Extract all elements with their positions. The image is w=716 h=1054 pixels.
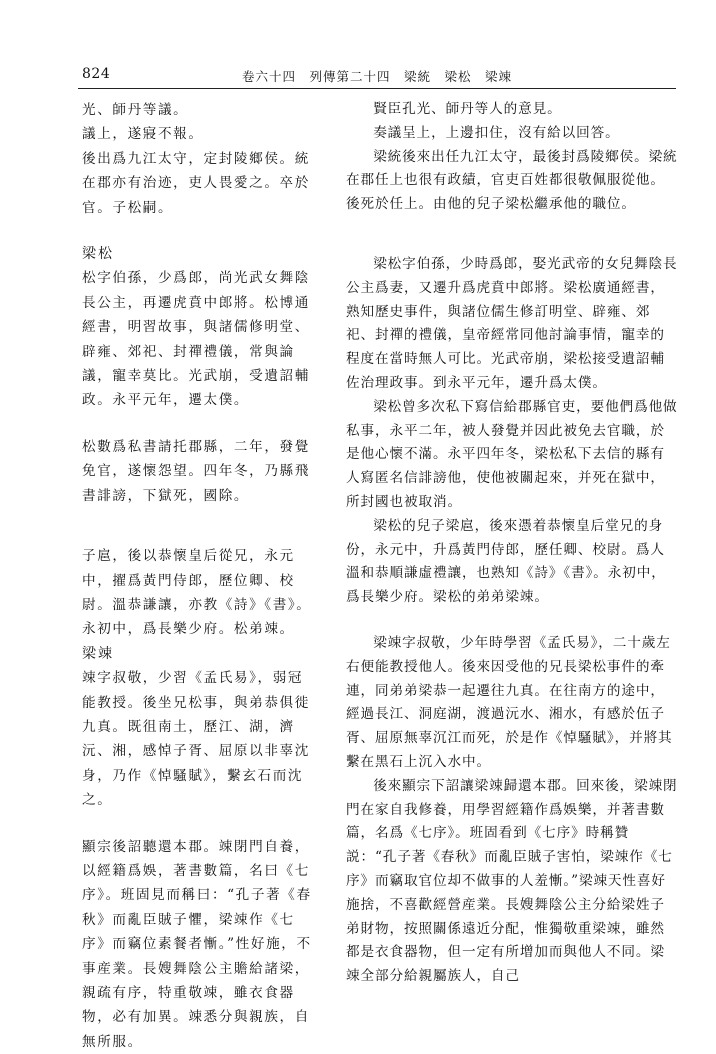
page-header bbox=[74, 64, 674, 86]
paragraph: 議上，遂寢不報。 bbox=[82, 126, 204, 143]
translation-column bbox=[346, 98, 678, 989]
paragraph: 後來顯宗下詔讓梁竦歸還本郡。回來後，梁竦閉門在家自我修養，用學習經籍作爲娛樂，并著書數篇，名爲《七序》。班固看到《七序》時稱贊説：“孔子著《春秋》而亂臣賊子害怕，梁竦作《七序》而竊取官位却不做事的人羞慚。”梁竦天性喜好施捨，不喜歡經營産業。長嫂舞陰公主分給梁姓子弟財物，按照關係遠近分配，惟獨敬重梁竦，雖然都是衣食器物，但一定有所增加而與他人不同。梁竦全部分給親屬族人，自己 bbox=[346, 777, 678, 985]
paragraph-gap bbox=[82, 220, 314, 242]
paragraph: 梁松曾多次私下寫信給郡縣官吏，要他們爲他做私事，永平二年，被人發覺并因此被免去官職，於是他心懷不滿。永平四年冬，梁松私下去信的縣有人寫匿名信誹謗他，使他被關起來，并死在獄中，所封國也被取消。 bbox=[346, 398, 678, 510]
paragraph: 顯宗後詔聽還本郡。竦閉門自養，以經籍爲娛，著書數篇，名曰《七序》。班固見而稱曰：“孔子著《春秋》而亂臣賊子懼，梁竦作《七序》而竊位素餐者慚。”性好施，不事産業。長嫂舞陰公主贍給諸梁，親疏有序，特重敬竦，雖衣食器物，必有加異。竦悉分與親族，自無所服。 bbox=[82, 838, 312, 1050]
paragraph: 光、師丹等議。 bbox=[82, 102, 189, 118]
paragraph: 賢臣孔光、師丹等人的意見。 bbox=[373, 101, 562, 117]
paragraph: 梁統後來出任九江太守，最後封爲陵鄉侯。梁統在郡任上也很有政績，官吏百姓都很敬佩服從他。後死於任上。由他的兒子梁松繼承他的職位。 bbox=[346, 148, 678, 213]
section-heading: 梁竦 bbox=[82, 645, 114, 662]
section-heading: 梁松 bbox=[82, 246, 114, 263]
paragraph: 奏議呈上，上邊扣住，沒有給以回答。 bbox=[373, 124, 620, 141]
paragraph-gap bbox=[82, 508, 314, 544]
paragraph: 梁竦字叔敬，少年時學習《孟氏易》，二十歲左右便能教授他人。後來因受他的兄長梁松事件的牽連，同弟弟梁恭一起遷往九真。在往南方的途中，經過長江、洞庭湖，渡過沅水、湘水，有感於伍子胥、屈原無辜沉江而死，於是作《悼騷賦》，并將其繫在黑石上沉入水中。 bbox=[346, 634, 673, 770]
paragraph-gap bbox=[82, 813, 314, 835]
page-number: 824 bbox=[82, 66, 111, 82]
paragraph: 松數爲私書請托郡縣，二年，發覺免官，遂懷怨望。四年冬，乃縣飛書誹謗，下獄死，國除。 bbox=[82, 438, 310, 504]
paragraph-gap bbox=[346, 610, 678, 632]
paragraph-gap bbox=[82, 413, 314, 435]
paragraph: 後出爲九江太守，定封陵鄉侯。統在郡亦有治迹，吏人畏愛之。卒於官。子松嗣。 bbox=[82, 150, 310, 216]
paragraph-gap bbox=[346, 217, 678, 253]
paragraph: 梁松的兒子梁扈，後來憑着恭懷皇后堂兄的身份，永元中，升爲黃門侍郎，歷任卿、校尉。爲人溫和恭順謙虛禮讓，也熟知《詩》《書》。永初中，爲長樂少府。梁松的弟弟梁竦。 bbox=[346, 517, 666, 606]
paragraph: 梁松字伯孫，少時爲郎，娶光武帝的女兒舞陰長公主爲妻，又遷升爲虎賁中郎將。梁松廣通經書，熟知歷史事件，與諸位儒生修訂明堂、辟雍、郊祀、封禪的禮儀，皇帝經常同他討論事情，寵幸的程度在當時無人可比。光武帝崩，梁松接受遺詔輔佐治理政事。到永平元年，遷升爲太僕。 bbox=[346, 255, 678, 391]
paragraph: 子扈，後以恭懷皇后從兄，永元中，擢爲黃門侍郎，歷位卿、校尉。溫恭謙讓，亦教《詩》《書》。永初中，爲長樂少府。松弟竦。 bbox=[82, 548, 312, 638]
header-rule bbox=[78, 88, 676, 89]
classical-text-column bbox=[82, 98, 314, 1054]
paragraph: 松字伯孫，少爲郎，尚光武女舞陰長公主，再遷虎賁中郎將。松博通經書，明習故事，與諸儒修明堂、辟雍、郊祀、封禪禮儀，常與論議，寵幸莫比。光武崩，受遺詔輔政。永平元年，遷太僕。 bbox=[82, 270, 310, 409]
paragraph: 竦字叔敬，少習《孟氏易》，弱冠能教授。後坐兄松事，與弟恭俱徙九真。既徂南土，歷江、湖，濟沅、湘，感悼子胥、屈原以非辜沈身，乃作《悼騷賦》，繫玄石而沈之。 bbox=[82, 670, 310, 809]
running-head: 卷六十四 列傳第二十四 梁統 梁松 梁竦 bbox=[242, 69, 513, 84]
